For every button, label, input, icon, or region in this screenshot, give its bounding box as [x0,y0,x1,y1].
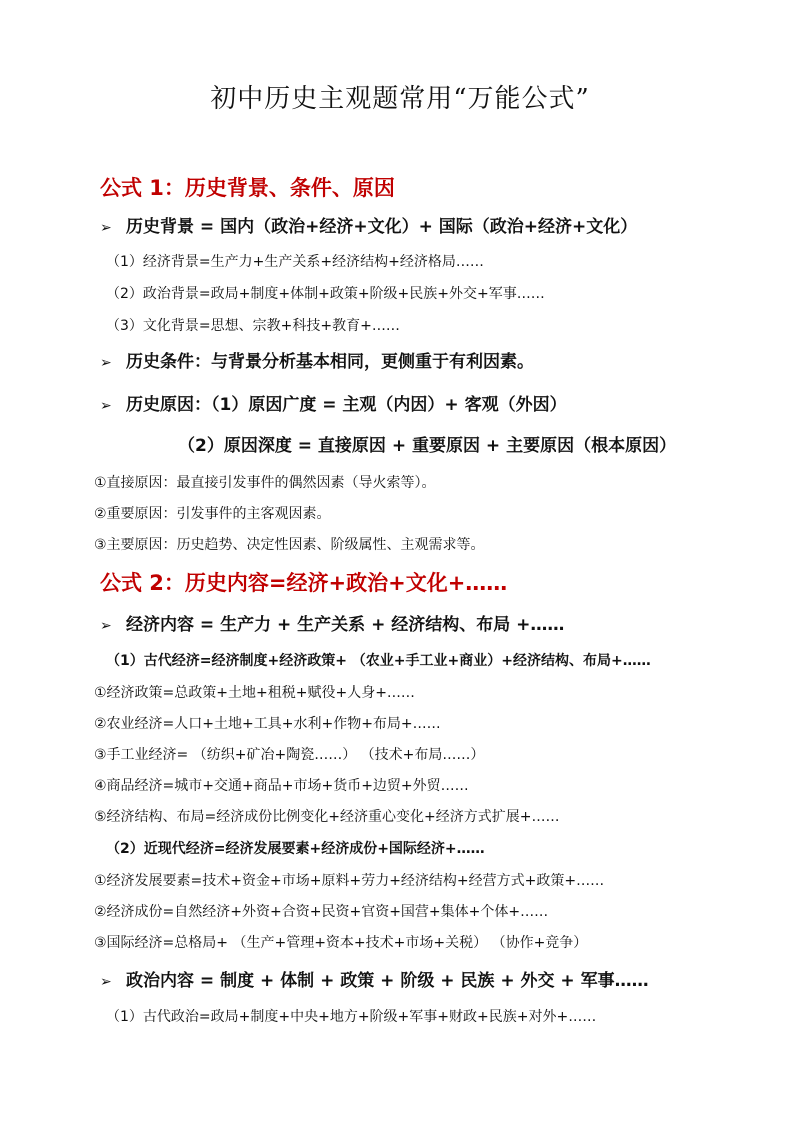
section-2-heading: 公式 2：历史内容=经济+政治+文化+…… [100,571,508,595]
political-background: （2）政治背景=政局+制度+体制+政策+阶级+民族+外交+军事…… [106,286,545,302]
arrow-bullet-icon: ➢ [100,398,112,414]
politics-formula: 政治内容 = 制度 + 体制 + 政策 + 阶级 + 民族 + 外交 + 军事…… [126,971,649,991]
ancient-economy: （1）古代经济=经济制度+经济政策+ （农业+手工业+商业）+经济结构、布局+…… [106,653,651,669]
politics-bullet [100,966,649,991]
conditions-text: 历史条件：与背景分析基本相同，更侧重于有利因素。 [126,352,534,372]
main-cause: ③主要原因：历史趋势、决定性因素、阶级属性、主观需求等。 [94,537,485,553]
economic-background: （1）经济背景=生产力+生产关系+经济结构+经济格局…… [106,254,484,270]
commodity-economy: ④商品经济=城市+交通+商品+市场+货币+边贸+外贸…… [94,778,469,794]
arrow-bullet-icon: ➢ [100,220,112,236]
arrow-bullet-icon: ➢ [100,974,112,990]
causes-depth: （2）原因深度 = 直接原因 + 重要原因 + 主要原因（根本原因） [178,436,677,456]
economic-components: ②经济成份=自然经济+外资+合资+民资+官资+国营+集体+个体+…… [94,904,549,920]
economy-bullet [100,610,564,635]
development-factors: ①经济发展要素=技术+资金+市场+原料+劳力+经济结构+经营方式+政策+…… [94,873,605,889]
cultural-background: （3）文化背景=思想、宗教+科技+教育+…… [106,318,400,334]
document-title: 初中历史主观题常用“万能公式” [210,84,590,114]
ancient-politics: （1）古代政治=政局+制度+中央+地方+阶级+军事+财政+民族+对外+…… [106,1009,597,1025]
modern-economy: （2）近现代经济=经济发展要素+经济成份+国际经济+…… [106,841,485,857]
economy-formula: 经济内容 = 生产力 + 生产关系 + 经济结构、布局 +…… [126,615,565,635]
causes-breadth: 历史原因：（1）原因广度 = 主观（内因）+ 客观（外因） [126,395,567,415]
section-1-heading: 公式 1：历史背景、条件、原因 [100,176,395,200]
important-cause: ②重要原因：引发事件的主客观因素。 [94,506,331,522]
arrow-bullet-icon: ➢ [100,355,112,371]
direct-cause: ①直接原因：最直接引发事件的偶然因素（导火索等）。 [94,475,436,491]
background-bullet [100,212,637,237]
handicraft-economy: ③手工业经济= （纺织+矿冶+陶瓷……） （技术+布局……） [94,747,485,763]
international-economy: ③国际经济=总格局+ （生产+管理+资本+技术+市场+关税） （协作+竞争） [94,935,588,951]
agricultural-economy: ②农业经济=人口+土地+工具+水利+作物+布局+…… [94,716,441,732]
background-formula: 历史背景 = 国内（政治+经济+文化）+ 国际（政治+经济+文化） [126,217,638,237]
arrow-bullet-icon: ➢ [100,618,112,634]
economic-structure: ⑤经济结构、布局=经济成份比例变化+经济重心变化+经济方式扩展+…… [94,809,560,825]
economic-policy: ①经济政策=总政策+土地+租税+赋役+人身+…… [94,685,415,701]
conditions-bullet [100,347,534,372]
causes-bullet [100,390,567,415]
